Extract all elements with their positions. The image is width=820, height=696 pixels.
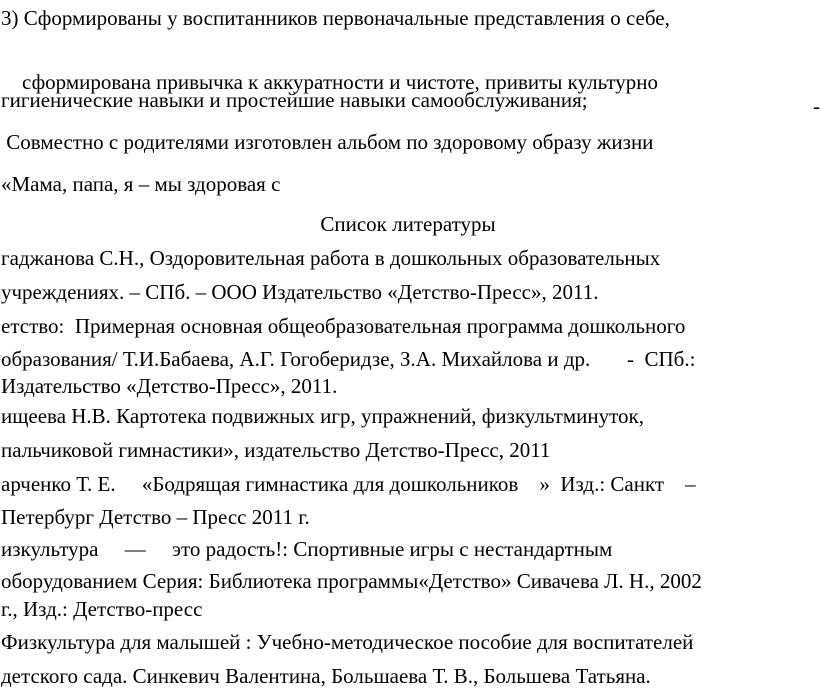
reference-line: г., Изд.: Детство-пресс — [1, 597, 203, 621]
reference-line: арченко Т. Е. «Бодрящая гимнастика для дошкольников » Изд.: Санкт – — [1, 472, 696, 496]
reference-line: Петербург Детство – Пресс 2011 г. — [1, 505, 310, 529]
paragraph-line-text: сформирована привычка к аккуратности и чистоте, привиты культурно — [22, 70, 659, 94]
paragraph-line: 3) Сформированы у воспитанников первоначальные представления о себе, — [1, 6, 670, 30]
reference-line: учреждениях. – СПб. – ООО Издательство «Детство-Пресс», 2011. — [1, 280, 599, 304]
paragraph-line: «Мама, папа, я – мы здоровая с — [1, 172, 281, 196]
hyphen-mark: - — [813, 94, 820, 118]
reference-line: етство: Примерная основная общеобразовательная программа дошкольного — [1, 314, 686, 338]
reference-line: пальчиковой гимнастики», издательство Детство-Пресс, 2011 — [1, 438, 551, 462]
reference-line: Издательство «Детство-Пресс», 2011. — [1, 374, 338, 398]
paragraph-line: Совместно с родителями изготовлен альбом по здоровому образу жизни — [1, 130, 654, 154]
reference-line: Физкультура для малышей : Учебно-методическое пособие для воспитателей — [1, 630, 694, 654]
reference-line: оборудованием Серия: Библиотека программы«Детство» Сивачева Л. Н., 2002 — [1, 569, 702, 593]
reference-line: гаджанова С.Н., Оздоровительная работа в дошкольных образовательных — [1, 246, 661, 270]
bibliography-heading: Список литературы — [320, 212, 496, 236]
reference-line: ищеева Н.В. Картотека подвижных игр, упражнений, физкультминуток, — [1, 404, 644, 428]
reference-line: образования/ Т.И.Бабаева, А.Г. Гогоберидзе, З.А. Михайлова и др. - СПб.: — [1, 347, 696, 371]
reference-line: детского сада. Синкевич Валентина, Большаева Т. В., Большева Татьяна. — [1, 664, 651, 688]
paragraph-line: гигиенические навыки и простейшие навыки самообслуживания; — [1, 88, 588, 112]
reference-line: изкультура — это радость!: Спортивные игры с нестандартным — [1, 537, 613, 561]
